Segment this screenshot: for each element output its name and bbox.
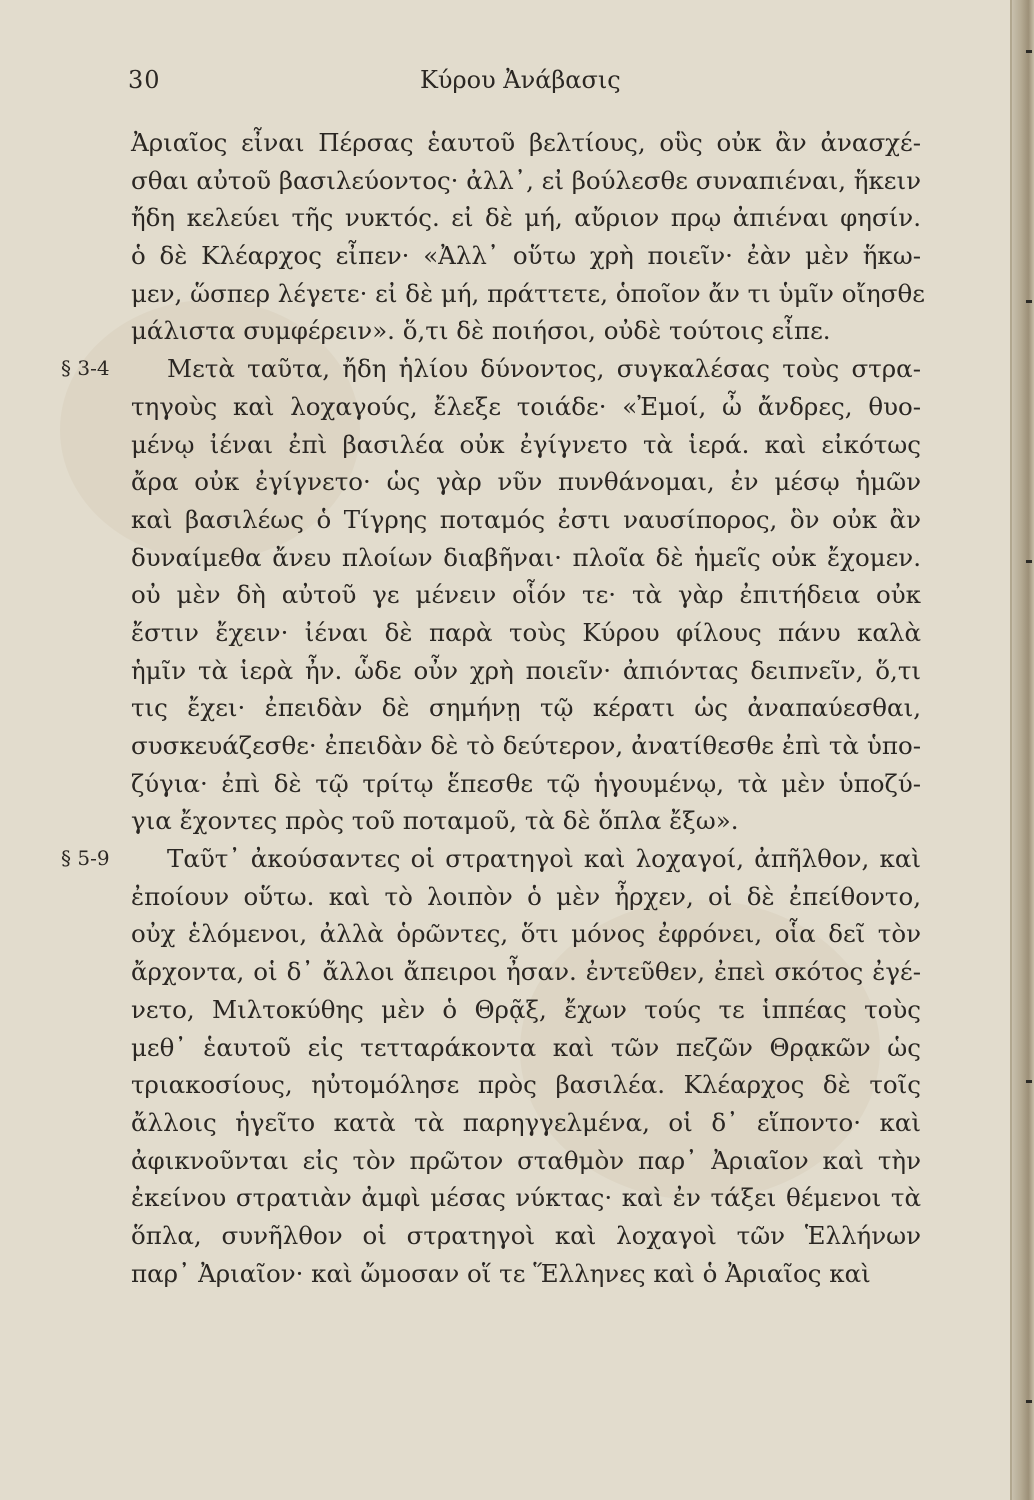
paragraph <box>61 840 921 1292</box>
line-text: μάλιστα συμφέρειν». ὅ,τι δὲ ποιήσοι, οὐδὲ τούτοις εἶπε. <box>131 316 831 346</box>
text-line <box>131 1142 921 1180</box>
line-text: τις ἔχει· ἐπειδὰν δὲ σημήνῃ τῷ κέρατι ὡς ἀναπαύεσθαι, <box>131 693 921 723</box>
line-text: νετο, Μιλτοκύθης μὲν ὁ Θρᾷξ, ἔχων τούς τε ἱππέας τοὺς <box>131 994 921 1024</box>
line-text: ὅπλα, συνῆλθον οἱ στρατηγοὶ καὶ λοχαγοὶ τῶν Ἑλλήνων <box>131 1220 921 1250</box>
section-marker: § 5-9 <box>61 846 110 871</box>
text-line <box>131 727 921 765</box>
body-text <box>61 124 925 1292</box>
line-text: σθαι αὐτοῦ βασιλεύοντος· ἀλλ᾽, εἰ βούλεσθε συναπιέναι, ἥκειν <box>131 165 921 195</box>
text-line <box>131 576 921 614</box>
line-text: οὐ μὲν δὴ αὐτοῦ γε μένειν οἷόν τε· τὰ γὰρ ἐπιτήδεια οὐκ <box>131 580 921 610</box>
text-line <box>131 312 921 350</box>
binding-mark <box>1026 560 1032 563</box>
text-line <box>131 124 921 162</box>
text-line <box>131 802 921 840</box>
text-line <box>131 765 921 803</box>
page-binding-edge <box>1010 0 1034 1500</box>
paragraph <box>131 124 925 350</box>
section-marker: § 3-4 <box>61 356 110 381</box>
line-text: Μετὰ ταῦτα, ἤδη ἡλίου δύνοντος, συγκαλέσας τοὺς στρα- <box>167 354 921 384</box>
text-line <box>131 237 921 275</box>
text-line <box>131 388 921 426</box>
line-text: μεν, ὥσπερ λέγετε· εἰ δὲ μή, πράττετε, ὁποῖον ἄν τι ὑμῖν οἴησθε <box>131 278 925 308</box>
line-text: καὶ βασιλέως ὁ Τίγρης ποταμός ἐστι ναυσίπορος, ὃν οὐκ ἂν <box>131 504 921 534</box>
text-line <box>131 614 921 652</box>
line-text: ἡμῖν τὰ ἱερὰ ἦν. ὧδε οὖν χρὴ ποιεῖν· ἀπιόντας δειπνεῖν, ὅ,τι <box>131 655 921 685</box>
line-text: Ἀριαῖος εἶναι Πέρσας ἑαυτοῦ βελτίους, οὓς οὐκ ἂν ἀνασχέ- <box>131 128 921 157</box>
binding-mark <box>1026 50 1032 53</box>
line-text: ἄλλοις ἡγεῖτο κατὰ τὰ παρηγγελμένα, οἱ δ᾽ εἵποντο· καὶ <box>131 1107 921 1137</box>
text-line <box>131 689 921 727</box>
line-text: ἤδη κελεύει τῆς νυκτός. εἰ δὲ μή, αὔριον πρῳ ἀπιέναι φησίν. <box>131 203 921 233</box>
text-line <box>131 1104 921 1142</box>
text-line <box>131 1217 921 1255</box>
text-line <box>131 199 921 237</box>
line-text: ἐποίουν οὕτω. καὶ τὸ λοιπὸν ὁ μὲν ἦρχεν, οἱ δὲ ἐπείθοντο, <box>131 881 921 911</box>
line-text: ἄρα οὐκ ἐγίγνετο· ὡς γὰρ νῦν πυνθάνομαι, ἐν μέσῳ ἡμῶν <box>131 467 921 497</box>
text-line <box>131 1029 921 1067</box>
line-text: παρ᾽ Ἀριαῖον· καὶ ὤμοσαν οἵ τε Ἕλληνες καὶ ὁ Ἀριαῖος καὶ <box>131 1258 871 1288</box>
text-line <box>131 652 921 690</box>
binding-mark <box>1026 1080 1032 1083</box>
line-text: για ἔχοντες πρὸς τοῦ ποταμοῦ, τὰ δὲ ὅπλα ἔξω». <box>131 806 739 836</box>
line-text: μεθ᾽ ἑαυτοῦ εἰς τετταράκοντα καὶ τῶν πεζῶν Θρᾳκῶν ὡς <box>131 1032 921 1062</box>
text-line <box>131 1255 921 1293</box>
line-text: δυναίμεθα ἄνευ πλοίων διαβῆναι· πλοῖα δὲ ἡμεῖς οὐκ ἔχομεν. <box>131 542 921 572</box>
text-line <box>61 350 921 388</box>
line-text: Ταῦτ᾽ ἀκούσαντες οἱ στρατηγοὶ καὶ λοχαγοί, ἀπῆλθον, καὶ <box>167 844 921 874</box>
line-text: συσκευάζεσθε· ἐπειδὰν δὲ τὸ δεύτερον, ἀνατίθεσθε ἐπὶ τὰ ὑπο- <box>131 731 921 760</box>
line-text: ὁ δὲ Κλέαρχος εἶπεν· «Ἀλλ᾽ οὕτω χρὴ ποιεῖν· ἐὰν μὲν ἥκω- <box>131 241 921 271</box>
text-line <box>131 915 921 953</box>
binding-mark <box>1026 1400 1032 1403</box>
page-header <box>0 66 1012 106</box>
text-line <box>131 501 921 539</box>
line-text: οὐχ ἑλόμενοι, ἀλλὰ ὁρῶντες, ὅτι μόνος ἐφρόνει, οἷα δεῖ τὸν <box>131 919 921 949</box>
text-line <box>131 1179 921 1217</box>
text-line <box>61 840 921 878</box>
text-line <box>131 162 921 200</box>
line-text: μένῳ ἰέναι ἐπὶ βασιλέα οὐκ ἐγίγνετο τὰ ἱερά. καὶ εἰκότως <box>131 429 921 459</box>
line-text: τηγοὺς καὶ λοχαγούς, ἔλεξε τοιάδε· «Ἐμοί, ὦ ἄνδρες, θυο- <box>131 391 921 421</box>
text-line <box>131 426 921 464</box>
line-text: ἀφικνοῦνται εἰς τὸν πρῶτον σταθμὸν παρ᾽ Ἀριαῖον καὶ τὴν <box>131 1145 921 1175</box>
line-text: ἐκείνου στρατιὰν ἀμφὶ μέσας νύκτας· καὶ ἐν τάξει θέμενοι τὰ <box>131 1183 921 1213</box>
text-line <box>131 1066 921 1104</box>
line-text: ἄρχοντα, οἱ δ᾽ ἄλλοι ἄπειροι ἦσαν. ἐντεῦθεν, ἐπεὶ σκότος ἐγέ- <box>131 957 921 987</box>
paragraph <box>61 350 921 840</box>
text-line <box>131 539 921 577</box>
page-number: 30 <box>128 66 161 94</box>
running-title: Κύρου Ἀνάβασις <box>420 66 621 94</box>
line-text: ἔστιν ἔχειν· ἰέναι δὲ παρὰ τοὺς Κύρου φίλους πάνυ καλὰ <box>131 617 921 647</box>
text-line <box>131 953 921 991</box>
text-line <box>131 878 921 916</box>
line-text: ζύγια· ἐπὶ δὲ τῷ τρίτῳ ἕπεσθε τῷ ἡγουμένῳ, τὰ μὲν ὑποζύ- <box>131 768 921 798</box>
text-line <box>131 275 925 313</box>
text-line <box>131 991 921 1029</box>
binding-mark <box>1026 300 1032 303</box>
text-line <box>131 463 921 501</box>
line-text: τριακοσίους, ηὐτομόλησε πρὸς βασιλέα. Κλέαρχος δὲ τοῖς <box>131 1070 921 1100</box>
